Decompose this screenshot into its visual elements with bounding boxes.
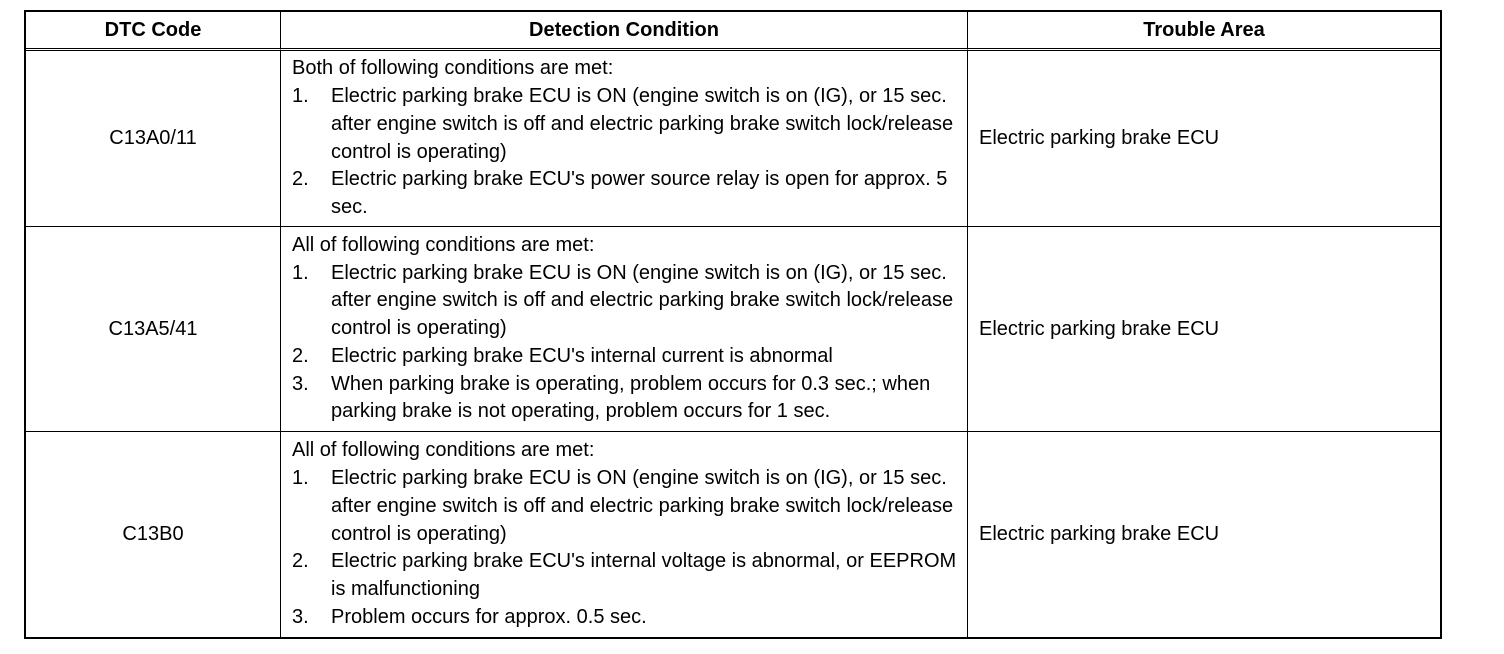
condition-intro: Both of following conditions are met: — [292, 57, 614, 80]
table-row — [26, 227, 1440, 432]
condition-number: 2. — [292, 344, 309, 367]
condition-text: Electric parking brake ECU's power source relay is open for approx. 5 sec. — [331, 168, 948, 219]
condition-item — [292, 343, 957, 371]
condition-list — [292, 465, 957, 632]
condition-text: Electric parking brake ECU is ON (engine switch is on (IG), or 15 sec. after engine switch is off and electric parking brake switch lock/release control is operating) — [331, 261, 954, 340]
condition-number: 2. — [292, 550, 309, 573]
condition-list — [292, 260, 957, 427]
detection-condition-cell — [281, 432, 968, 637]
condition-text: Electric parking brake ECU's internal current is abnormal — [331, 344, 833, 367]
condition-item — [292, 260, 957, 343]
condition-item — [292, 548, 957, 604]
condition-text: Electric parking brake ECU's internal voltage is abnormal, or EEPROM is malfunctioning — [331, 550, 957, 601]
condition-item — [292, 83, 957, 166]
table-row — [26, 51, 1440, 227]
condition-item — [292, 371, 957, 427]
condition-text: Problem occurs for approx. 0.5 sec. — [331, 605, 647, 628]
condition-item — [292, 166, 957, 222]
condition-text: Electric parking brake ECU is ON (engine switch is on (IG), or 15 sec. after engine switch is off and electric parking brake switch lock/release control is operating) — [331, 84, 954, 163]
condition-text: Electric parking brake ECU is ON (engine switch is on (IG), or 15 sec. after engine switch is off and electric parking brake switch lock/release control is operating) — [331, 467, 954, 545]
condition-item — [292, 604, 957, 632]
dtc-code-cell: C13A5/41 — [26, 227, 281, 432]
condition-text: When parking brake is operating, problem occurs for 0.3 sec.; when parking brake is not operating, problem occurs for 1 sec. — [331, 372, 931, 423]
condition-number: 1. — [292, 467, 309, 489]
condition-intro: All of following conditions are met: — [292, 439, 595, 462]
condition-number: 3. — [292, 605, 309, 628]
dtc-code-cell: C13B0 — [26, 432, 281, 637]
trouble-area-cell: Electric parking brake ECU — [979, 523, 1220, 545]
condition-number: 2. — [292, 168, 309, 191]
table-row — [26, 432, 1440, 637]
table-header-row — [26, 12, 1440, 51]
condition-intro: All of following conditions are met: — [292, 233, 595, 256]
trouble-area-cell: Electric parking brake ECU — [968, 227, 1440, 432]
condition-list — [292, 83, 957, 222]
header-detection-condition: Detection Condition — [281, 12, 968, 51]
detection-condition-cell — [281, 51, 968, 227]
condition-number: 1. — [292, 261, 309, 284]
header-trouble-area: Trouble Area — [968, 12, 1440, 51]
condition-number: 1. — [292, 84, 309, 107]
condition-number: 3. — [292, 372, 309, 395]
dtc-code-cell: C13A0/11 — [26, 51, 281, 227]
dtc-table — [24, 10, 1442, 639]
detection-condition-cell — [281, 227, 968, 432]
header-dtc-code: DTC Code — [26, 12, 281, 51]
condition-item — [292, 465, 957, 548]
trouble-area-cell: Electric parking brake ECU — [968, 51, 1440, 227]
